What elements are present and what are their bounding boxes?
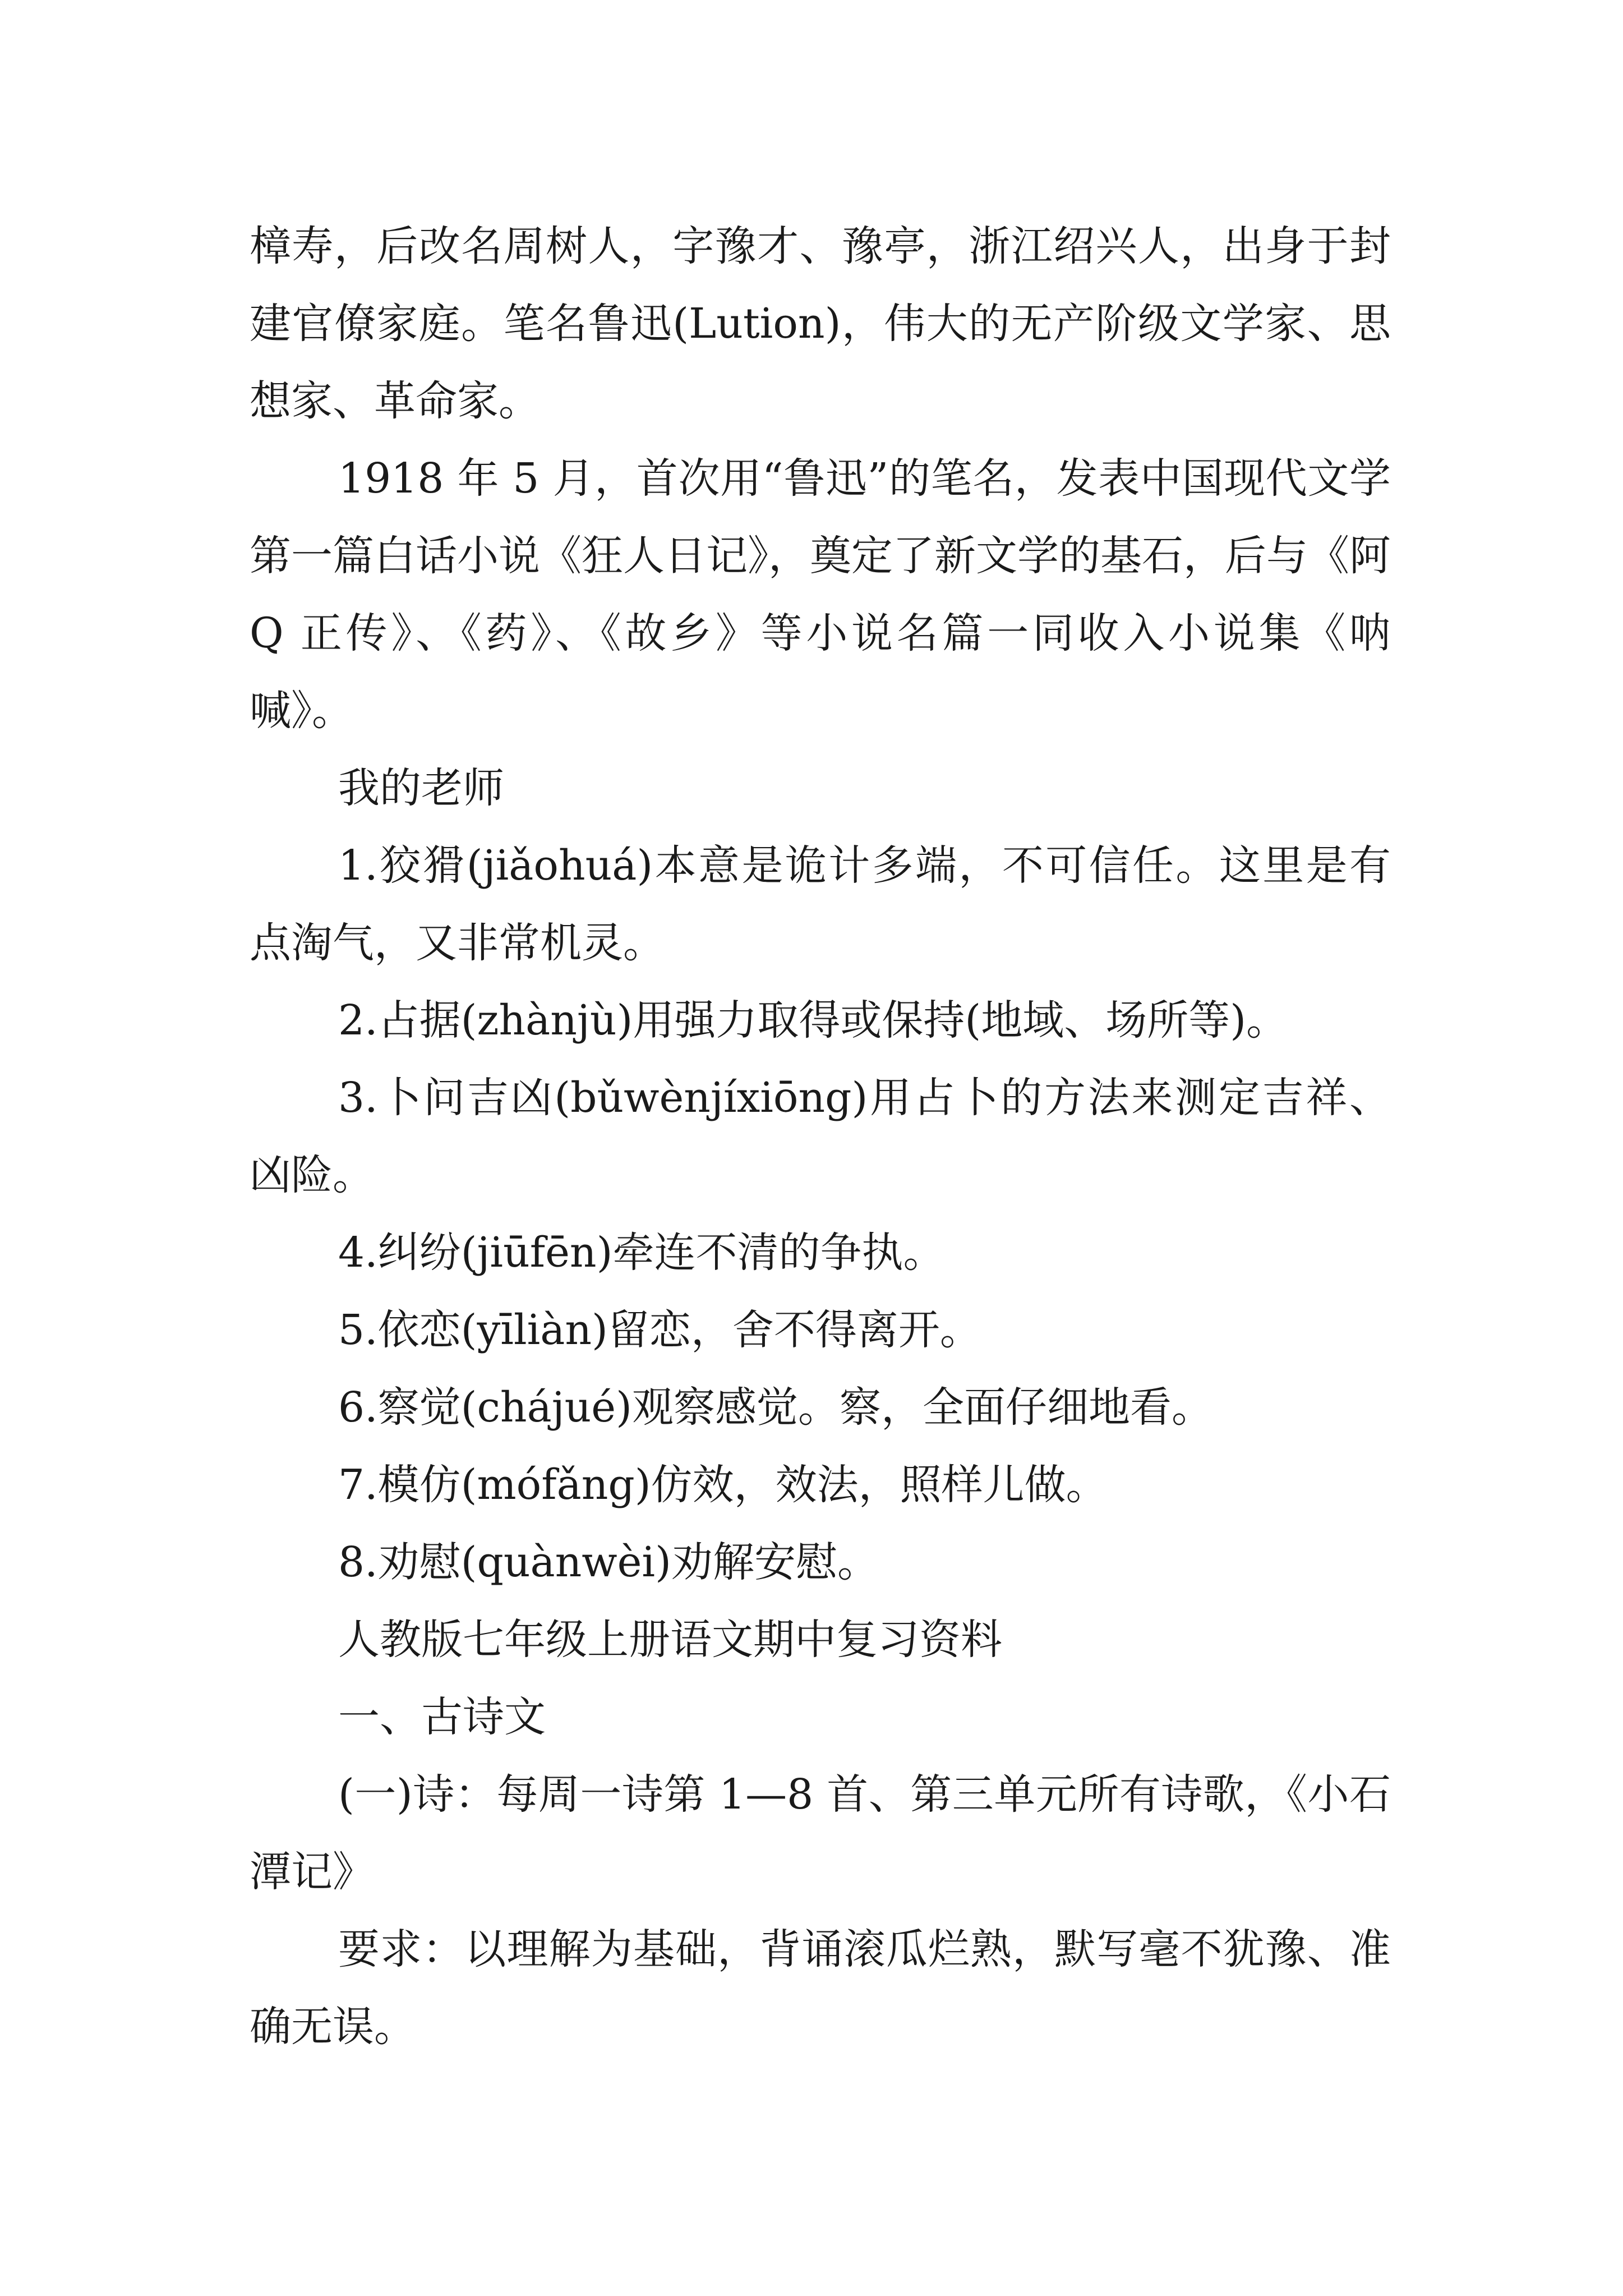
vocab-item-1: 1.狡猾(jiǎohuá)本意是诡计多端，不可信任。这里是有点淘气，又非常机灵。 <box>250 841 1391 967</box>
vocab-item-6: 6.察觉(chájué)观察感觉。察，全面仔细地看。 <box>338 1383 1213 1432</box>
vocab-item-7: 7.模仿(mófǎng)仿效，效法，照样儿做。 <box>338 1461 1108 1509</box>
section-heading-review-materials: 人教版七年级上册语文期中复习资料 <box>338 1616 1002 1664</box>
vocab-item-4: 4.纠纷(jiūfēn)牵连不清的争执。 <box>338 1228 945 1277</box>
vocab-item-8: 8.劝慰(quànwèi)劝解安慰。 <box>338 1538 879 1586</box>
paragraph-poetry-scope: (一)诗：每周一诗第 1—8 首、第三单元所有诗歌，《小石潭记》 <box>250 1770 1391 1896</box>
paragraph-pen-name: 1918 年 5 月，首次用“鲁迅”的笔名，发表中国现代文学第一篇白话小说《狂人日记》，奠定了新文学的基石，后与《阿 Q 正传》、《药》、《故乡》等小说名篇一同收入小说集《呐喊》。 <box>250 454 1391 735</box>
section-heading-classical-poetry: 一、古诗文 <box>338 1693 546 1741</box>
paragraph-biography: 樟寿，后改名周树人，字豫才、豫亭，浙江绍兴人，出身于封建官僚家庭。笔名鲁迅(Lution)，伟大的无产阶级文学家、思想家、革命家。 <box>250 222 1391 425</box>
vocab-item-5: 5.依恋(yīliàn)留恋，舍不得离开。 <box>338 1306 981 1354</box>
paragraph-requirements: 要求：以理解为基础，背诵滚瓜烂熟，默写毫不犹豫、准确无误。 <box>250 1925 1391 2051</box>
section-heading-my-teacher: 我的老师 <box>338 764 504 812</box>
vocab-item-2: 2.占据(zhànjù)用强力取得或保持(地域、场所等)。 <box>338 996 1288 1045</box>
vocab-item-3: 3.卜问吉凶(bǔwènjíxiōng)用占卜的方法来测定吉祥、凶险。 <box>250 1074 1391 1199</box>
document-body <box>250 208 1391 2065</box>
